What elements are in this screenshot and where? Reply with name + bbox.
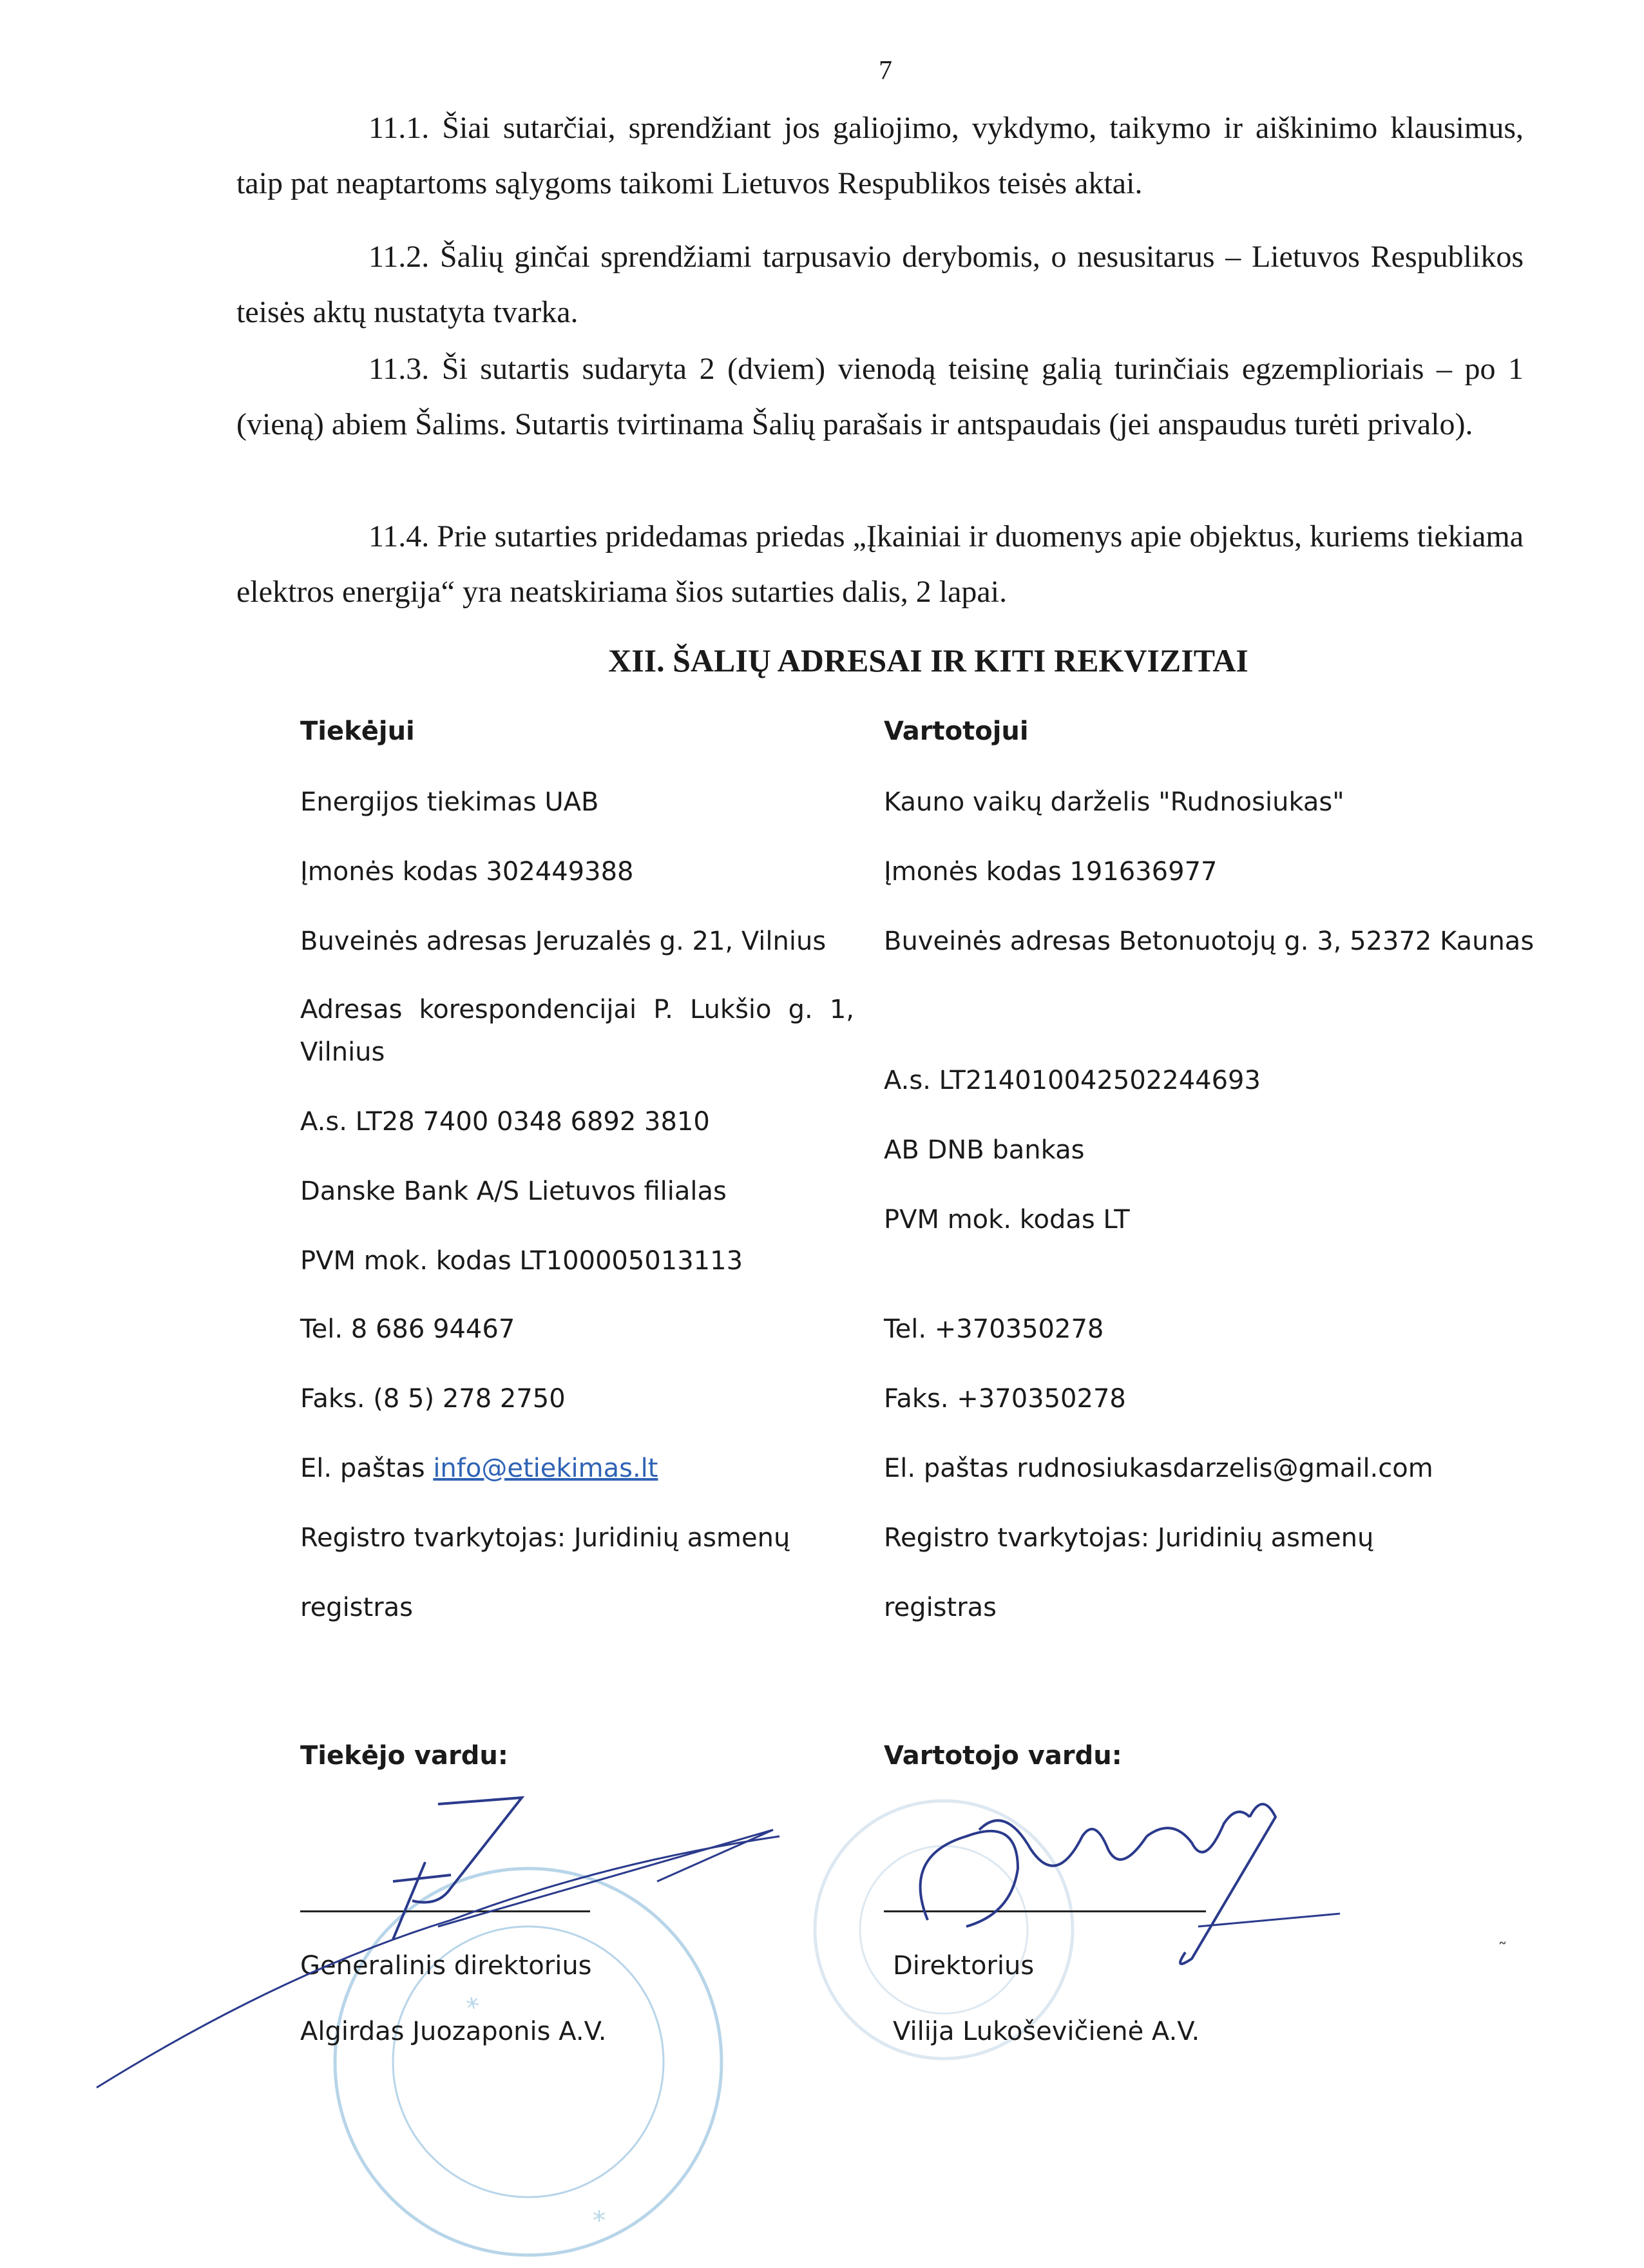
consumer-signature [889,1778,1379,1972]
clause-number: 11.1. [368,111,430,145]
clause-text: Šalių ginčai sprendžiami tarpusavio derybomis, o nesusitarus – Lietuvos Respublikos teisės aktų nustatyta tvarka. [236,240,1524,329]
consumer-phone: Tel. +370350278 [884,1314,1104,1344]
consumer-account: A.s. LT214010042502244693 [884,1066,1261,1095]
consumer-bank: AB DNB bankas [884,1135,1085,1165]
supplier-registered-address: Buveinės adresas Jeruzalės g. 21, Vilnius [300,927,827,956]
supplier-signer-name: Algirdas Juozaponis A.V. [300,2017,607,2046]
clause-text: Šiai sutarčiai, sprendžiant jos galiojimo, vykdymo, taikymo ir aiškinimo klausimus, taip pat neaptartoms sąlygoms taikomi Lietuvos Respublikos teisės aktai. [236,111,1524,200]
supplier-name: Energijos tiekimas UAB [300,787,599,817]
supplier-heading: Tiekėjui [300,716,415,746]
supplier-sign-heading: Tiekėjo vardu: [300,1741,508,1771]
consumer-name: Kauno vaikų darželis "Rudnosiukas" [884,787,1344,817]
consumer-registry-line1: Registro tvarkytojas: Juridinių asmenų [884,1523,1374,1553]
supplier-email-row [300,1454,658,1483]
consumer-fax: Faks. +370350278 [884,1384,1126,1414]
supplier-registry-line2: registras [300,1593,413,1622]
consumer-signer-name: Vilija Lukoševičienė A.V. [893,2017,1200,2046]
supplier-registry-line1: Registro tvarkytojas: Juridinių asmenų [300,1523,790,1553]
clause-number: 11.2. [368,240,430,274]
consumer-signer-title: Direktorius [893,1951,1035,1981]
svg-text:*: * [463,1992,484,2024]
clause-text: Ši sutartis sudaryta 2 (dviem) vienodą teisinę galią turinčiais egzemplioriais – po 1 (vieną) abiem Šalims. Sutartis tvirtinama Šalių parašais ir antspaudais (jei anspaudus turėti privalo). [236,352,1524,441]
supplier-fax: Faks. (8 5) 278 2750 [300,1384,566,1414]
consumer-registered-address: Buveinės adresas Betonuotojų g. 3, 52372 Kaunas [884,927,1534,956]
supplier-signature [90,1778,799,2100]
clause-text: Prie sutarties pridedamas priedas „Įkainiai ir duomenys apie objektus, kuriems tiekiama elektros energija“ yra neatskiriama šios sutarties dalis, 2 lapai. [236,519,1524,609]
clause-number: 11.4. [368,519,430,553]
consumer-heading: Vartotojui [884,716,1029,746]
consumer-sign-heading: Vartotojo vardu: [884,1741,1122,1771]
stray-mark-icon: ˜ [1498,1939,1507,1962]
page-number: 7 [879,56,892,86]
consumer-registry-line2: registras [884,1593,997,1622]
supplier-company-code: Įmonės kodas 302449388 [300,857,634,887]
consumer-vat-code: PVM mok. kodas LT [884,1205,1130,1235]
email-label: El. paštas [300,1454,425,1483]
supplier-bank: Danske Bank A/S Lietuvos filialas [300,1177,727,1206]
consumer-email: El. paštas rudnosiukasdarzelis@gmail.com [884,1454,1433,1483]
svg-text:*: * [593,2206,606,2236]
clause-number: 11.3. [368,352,430,386]
supplier-email-link[interactable]: info@etiekimas.lt [433,1454,658,1483]
section-title: XII. ŠALIŲ ADRESAI IR KITI REKVIZITAI [608,642,1248,678]
supplier-signer-title: Generalinis direktorius [300,1951,592,1981]
supplier-phone: Tel. 8 686 94467 [300,1314,515,1344]
supplier-vat-code: PVM mok. kodas LT100005013113 [300,1246,743,1276]
consumer-company-code: Įmonės kodas 191636977 [884,857,1218,887]
supplier-correspondence-address: Adresas korespondencijai P. Lukšio g. 1, Vilnius [300,995,854,1067]
supplier-account: A.s. LT28 7400 0348 6892 3810 [300,1107,710,1137]
